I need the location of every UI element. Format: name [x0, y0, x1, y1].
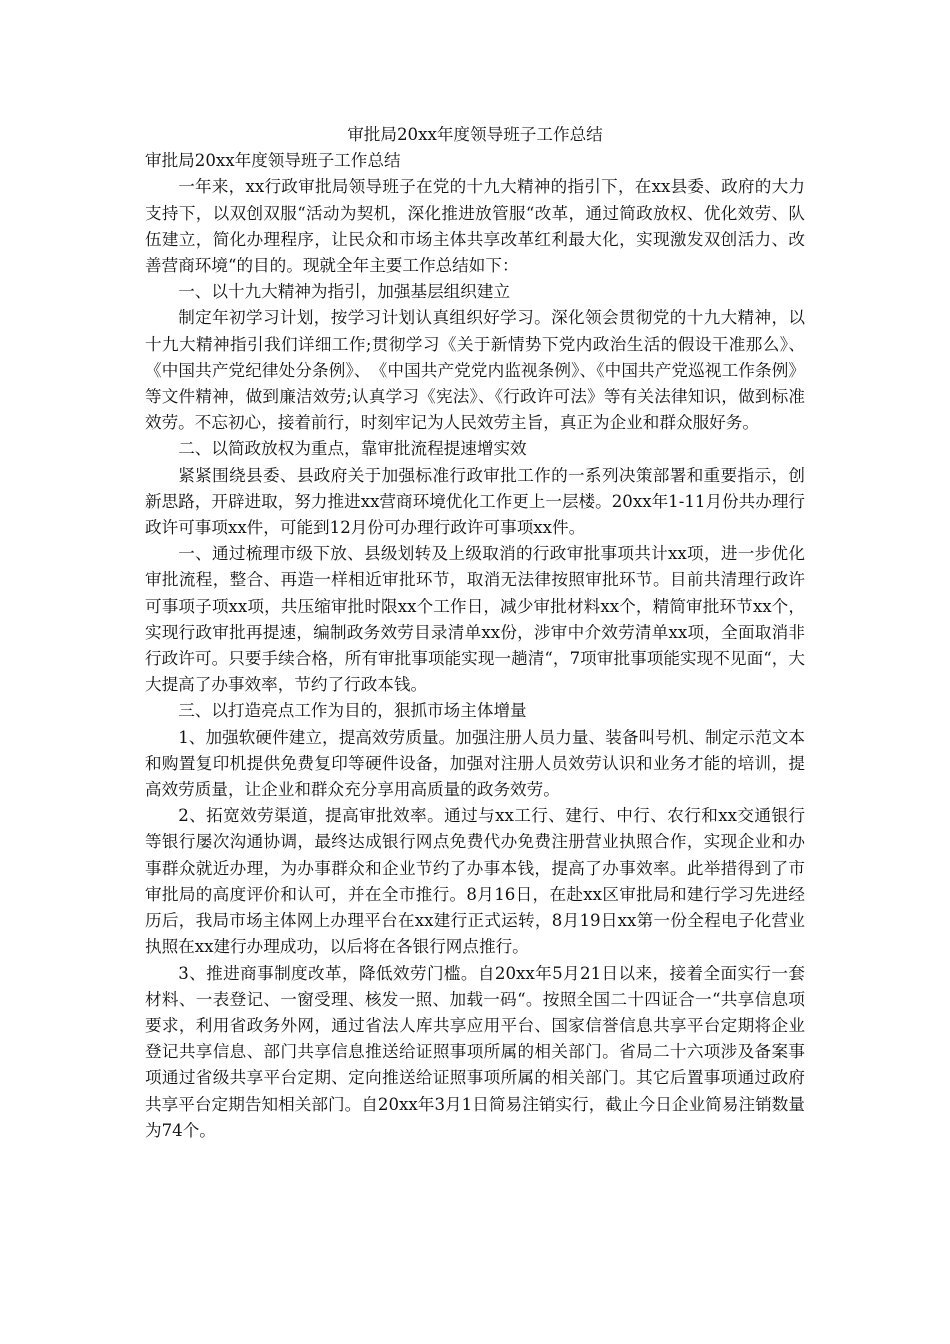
paragraph-approval-reform: 紧紧围绕县委、县政府关于加强标准行政审批工作的一系列决策部署和重要指示，创新思路，开辟进取，努力推进xx营商环境优化工作更上一层楼。20xx年1-11月份共办理行政许可事项xx件，可能到12月份可办理行政许可事项xx件。: [145, 465, 806, 538]
document-subtitle: 审批局20xx年度领导班子工作总结: [145, 151, 401, 171]
paragraph-item-3: 3、推进商事制度改革，降低效劳门槛。自20xx年5月21日以来，接着全面实行一套材料、一表登记、一窗受理、核发一照、加载一码“。按照全国二十四证合一“共享信息项要求，利用省政务外网，通过省法人库共享应用平台、国家信誉信息共享平台定期将企业登记共享信息、部门共享信息推送给证照事项所属的相关部门。省局二十六项涉及备案事项通过省级共享平台定期、定向推送给证照事项所属的相关部门。其它后置事项通过政府共享平台定期告知相关部门。自20xx年3月1日简易注销实行，截止今日企业简易注销数量为74个。: [145, 963, 805, 1140]
paragraph-process-optimization: 一、通过梳理市级下放、县级划转及上级取消的行政审批事项共计xx项，进一步优化审批流程，整合、再造一样相近审批环节，取消无法律按照审批环节。目前共清理行政许可事项子项xx项，共压缩审批时限xx个工作日，减少审批材料xx个，精简审批环节xx个，实现行政审批再提速，编制政务效劳目录清单xx份，涉审中介效劳清单xx项，全面取消非行政许可。只要手续合格，所有审批事项能实现一趟清“，7项审批事项能实现不见面“，大大提高了办事效率，节约了行政本钱。: [145, 544, 805, 695]
paragraph-intro: 一年来，xx行政审批局领导班子在党的十九大精神的指引下，在xx县委、政府的大力支持下，以双创双服“活动为契机，深化推进放管服“改革，通过简政放权、优化效劳、队伍建立，简化办理程序，让民众和市场主体共享改革红利最大化，实现激发双创活力、改善营商环境“的目的。现就全年主要工作总结如下：: [145, 177, 805, 276]
section-heading-2: 二、以简政放权为重点，靠审批流程提速增实效: [178, 439, 527, 459]
document-page: [145, 122, 805, 1144]
document-title: 审批局20xx年度领导班子工作总结: [347, 125, 603, 144]
paragraph-study-plan: 制定年初学习计划，按学习计划认真组织好学习。深化领会贯彻党的十九大精神，以十九大精神指引我们详细工作;贯彻学习《关于新情势下党内政治生活的假设干准那么》、《中国共产党纪律处分条例》、 《中国共产党党内监视条例》、《中国共产党巡视工作条例》等文件精神，做到廉洁效劳;认真学习《宪法》、《行政许可法》等有关法律知识，做到标准效劳。不忘初心，接着前行，时刻牢记为人民效劳主旨，真正为企业和群众服好务。: [145, 308, 805, 433]
paragraph-item-2: 2、拓宽效劳渠道，提高审批效率。通过与xx工行、建行、中行、农行和xx交通银行等银行屡次沟通协调，最终达成银行网点免费代办免费注册营业执照合作，实现企业和办事群众就近办理，为办事群众和企业节约了办事本钱，提高了办事效率。此举措得到了市审批局的高度评价和认可，并在全市推行。8月16日，在赴xx区审批局和建行学习先进经历后，我局市场主体网上办理平台在xx建行正式运转，8月19日xx第一份全程电子化营业执照在xx建行办理成功，以后将在各银行网点推行。: [145, 806, 805, 957]
paragraph-item-1: 1、加强软硬件建立，提高效劳质量。加强注册人员力量、装备叫号机、制定示范文本和购置复印机提供免费复印等硬件设备，加强对注册人员效劳认识和业务才能的培训，提高效劳质量，让企业和群众充分享用高质量的政务效劳。: [145, 727, 805, 800]
section-heading-3: 三、以打造亮点工作为目的，狠抓市场主体增量: [178, 701, 527, 721]
section-heading-1: 一、以十九大精神为指引，加强基层组织建立: [178, 282, 511, 302]
